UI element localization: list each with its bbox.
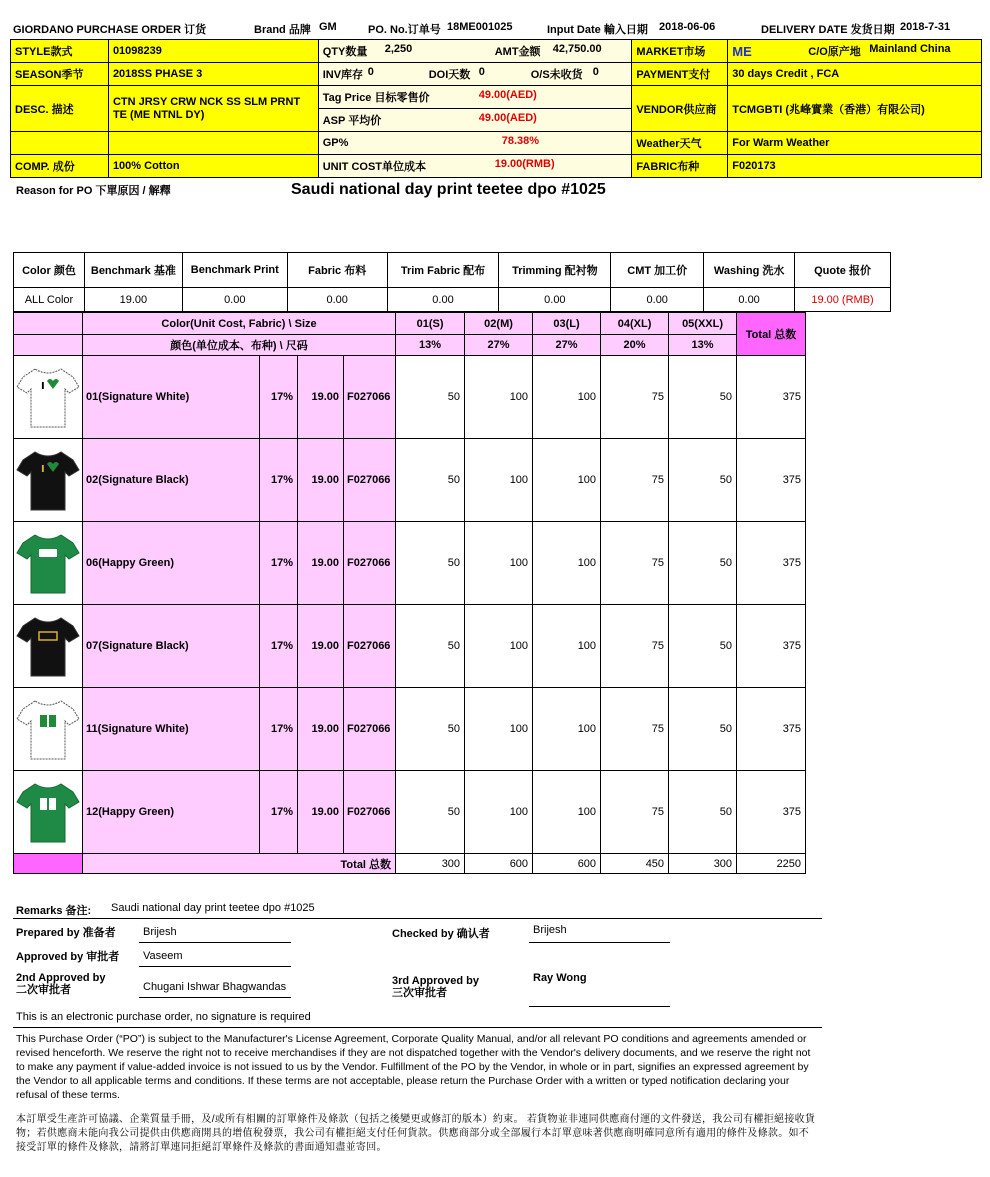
qty-cell: 100 [465, 522, 533, 605]
reason-label: Reason for PO 下單原因 / 解釋 [16, 185, 171, 197]
row-cost: 19.00 [298, 605, 344, 688]
qty-cell: 50 [396, 605, 465, 688]
size-ratio: 13% [396, 335, 465, 356]
doi-value: 0 [478, 66, 485, 78]
size-total: 600 [465, 854, 533, 874]
row-total: 375 [737, 522, 806, 605]
row-total: 375 [737, 356, 806, 439]
qty-cell [318, 40, 632, 63]
table-row [14, 688, 806, 771]
divider [13, 1027, 822, 1028]
qty-cell: 100 [533, 522, 601, 605]
inv-value: 0 [367, 66, 374, 78]
qty-cell: 75 [601, 356, 669, 439]
market-value: ME [732, 43, 752, 59]
row-pct: 17% [260, 605, 298, 688]
os-label: O/S未收货 [530, 69, 583, 81]
inv-label: INV库存 [322, 69, 364, 81]
table-row [14, 522, 806, 605]
po-number: 18ME001025 [447, 21, 513, 33]
tshirt-white-icon [15, 365, 81, 429]
asp-cell [318, 109, 632, 132]
svg-text:I: I [41, 464, 45, 475]
po-number-label: PO. No.订单号 [368, 24, 441, 36]
size-label: 05(XXL) [669, 313, 737, 335]
size-breakdown-table [13, 312, 806, 874]
prepared-label: Prepared by 准备者 [16, 927, 116, 939]
qty-cell: 75 [601, 439, 669, 522]
os-value: 0 [592, 66, 599, 78]
row-fabric: F027066 [344, 356, 396, 439]
tshirt-image [14, 605, 83, 688]
asp-label: ASP 平均价 [322, 115, 382, 127]
remarks-value: Saudi national day print teetee dpo #1025 [111, 902, 315, 914]
size-label: 02(M) [465, 313, 533, 335]
size-label: 01(S) [396, 313, 465, 335]
market-cell [728, 40, 982, 63]
tag-price-label: Tag Price 目标零售价 [322, 92, 430, 104]
checked-label: Checked by 确认者 [392, 928, 490, 940]
table-row [14, 605, 806, 688]
total-row [14, 854, 806, 874]
bench-value: 0.00 [499, 288, 611, 312]
signature-line [529, 942, 670, 943]
doi-label: DOI天数 [428, 69, 471, 81]
input-date-label: Input Date 輸入日期 [547, 24, 648, 36]
tshirt-image [14, 688, 83, 771]
row-total: 375 [737, 688, 806, 771]
market-label: MARKET市场 [632, 40, 728, 63]
qty-cell: 100 [465, 439, 533, 522]
tshirt-image [14, 439, 83, 522]
row-pct: 17% [260, 522, 298, 605]
approved-label: Approved by 审批者 [16, 951, 120, 963]
desc-label: DESC. 描述 [11, 86, 109, 132]
bench-header: Trimming 配衬物 [499, 253, 611, 288]
qty-cell: 75 [601, 771, 669, 854]
signature-line [139, 966, 291, 967]
electronic-note: This is an electronic purchase order, no signature is required [16, 1011, 311, 1023]
qty-cell: 50 [396, 439, 465, 522]
order-info-grid [10, 39, 982, 178]
second-approved-label [16, 972, 105, 996]
row-color: 07(Signature Black) [83, 605, 260, 688]
checked-value: Brijesh [533, 924, 567, 936]
bench-header: Washing 洗水 [704, 253, 795, 288]
size-total: 450 [601, 854, 669, 874]
row-fabric: F027066 [344, 439, 396, 522]
tag-price-value: 49.00(AED) [478, 89, 537, 101]
row-color: 11(Signature White) [83, 688, 260, 771]
vendor-label: VENDOR供应商 [632, 86, 728, 132]
row-pct: 17% [260, 771, 298, 854]
bench-value: 0.00 [611, 288, 704, 312]
size-label: 03(L) [533, 313, 601, 335]
corner-cell [14, 313, 83, 335]
qty-cell: 100 [465, 771, 533, 854]
benchmark-table [13, 252, 891, 312]
bench-value: 0.00 [182, 288, 287, 312]
row-fabric: F027066 [344, 688, 396, 771]
row-color: 01(Signature White) [83, 356, 260, 439]
divider [13, 918, 822, 919]
qty-cell: 100 [533, 439, 601, 522]
signature-line [529, 1006, 670, 1007]
gp-label: GP% [322, 137, 349, 149]
row-total: 375 [737, 605, 806, 688]
size-head-en: Color(Unit Cost, Fabric) \ Size [83, 313, 396, 335]
fabric-value: F020173 [728, 155, 982, 178]
tshirt-image [14, 522, 83, 605]
bench-header: Benchmark 基准 [84, 253, 182, 288]
input-date: 2018-06-06 [659, 21, 716, 33]
tshirt-green-icon [15, 531, 81, 595]
style-label: STYLE款式 [11, 40, 109, 63]
row-cost: 19.00 [298, 771, 344, 854]
prepared-value: Brijesh [143, 926, 177, 938]
fabric-label: FABRIC布种 [632, 155, 728, 178]
origin-value: Mainland China [869, 43, 951, 55]
total-header: Total 总数 [737, 313, 806, 356]
qty-label: QTY数量 [322, 46, 368, 58]
bench-header: Fabric 布料 [287, 253, 387, 288]
bench-header: Trim Fabric 配布 [387, 253, 499, 288]
qty-cell: 50 [669, 771, 737, 854]
brand-label: Brand 品牌 [254, 24, 311, 36]
qty-cell: 100 [465, 605, 533, 688]
row-total: 375 [737, 771, 806, 854]
row-pct: 17% [260, 439, 298, 522]
bench-header: CMT 加工价 [611, 253, 704, 288]
style-value: 01098239 [108, 40, 318, 63]
bench-value: ALL Color [14, 288, 85, 312]
inventory-cell [318, 63, 632, 86]
bench-value: 0.00 [387, 288, 499, 312]
legal-text-en: This Purchase Order (“PO”) is subject to the Manufacturer's License Agreement, Corporate Quality Manual, and/or all relevant PO conditions and agreements amended or revised henceforth. We reserve the right not to receive merchandises if they are not dispatched together with the Vendor's delivery documents, and we reserve the right not to make any payment if value-added invoice is not issued to us by the Vendor. Fulfillment of the PO by the Vendor, in whole or in part, signifies an expressed agreement by the Vendor to all applicable terms and conditions. If these terms are not acceptable, please return the Purchase Order with a written or typed notification declaring your refusal of these terms. [16, 1033, 811, 1101]
row-fabric: F027066 [344, 522, 396, 605]
bench-value: 19.00 [84, 288, 182, 312]
desc-value: CTN JRSY CRW NCK SS SLM PRNT TE (ME NTNL DY) [108, 86, 318, 132]
row-color: 12(Happy Green) [83, 771, 260, 854]
row-color: 06(Happy Green) [83, 522, 260, 605]
qty-cell: 100 [533, 771, 601, 854]
size-ratio: 27% [465, 335, 533, 356]
size-ratio: 27% [533, 335, 601, 356]
second-approved-value: Chugani Ishwar Bhagwandas [143, 981, 287, 993]
size-head-cn: 颜色(单位成本、布种) \ 尺码 [83, 335, 396, 356]
size-total: 600 [533, 854, 601, 874]
table-row [14, 439, 806, 522]
empty-cell [11, 132, 109, 155]
vendor-value: TCMGBTI (兆峰實業（香港）有限公司) [728, 86, 982, 132]
reason-title: Saudi national day print teetee dpo #1025 [291, 181, 606, 198]
qty-cell: 100 [533, 356, 601, 439]
gp-cell [318, 132, 632, 155]
unit-cost-value: 19.00(RMB) [494, 158, 555, 170]
total-corner [14, 854, 83, 874]
total-label: Total 总数 [83, 854, 396, 874]
qty-cell: 75 [601, 522, 669, 605]
payment-value: 30 days Credit , FCA [728, 63, 982, 86]
tshirt-image [14, 356, 83, 439]
table-row [14, 356, 806, 439]
row-cost: 19.00 [298, 522, 344, 605]
row-color: 02(Signature Black) [83, 439, 260, 522]
tshirt-green-icon [15, 780, 81, 844]
unit-cost-cell [318, 155, 632, 178]
qty-cell: 100 [533, 688, 601, 771]
size-total: 300 [396, 854, 465, 874]
row-cost: 19.00 [298, 356, 344, 439]
amt-label: AMT金额 [494, 46, 541, 58]
bench-value: 0.00 [287, 288, 387, 312]
tshirt-image [14, 771, 83, 854]
qty-value: 2,250 [384, 43, 413, 55]
qty-cell: 100 [533, 605, 601, 688]
qty-cell: 100 [465, 688, 533, 771]
gp-value: 78.38% [501, 135, 540, 147]
weather-label: Weather天气 [632, 132, 728, 155]
approved-value: Vaseem [143, 950, 183, 962]
amt-value: 42,750.00 [552, 43, 602, 55]
payment-label: PAYMENT支付 [632, 63, 728, 86]
qty-cell: 50 [669, 605, 737, 688]
qty-cell: 50 [669, 522, 737, 605]
row-total: 375 [737, 439, 806, 522]
tag-price-cell [318, 86, 632, 109]
signature-line [139, 997, 291, 998]
qty-cell: 50 [396, 356, 465, 439]
brand-value: GM [319, 21, 337, 33]
tshirt-white-icon [15, 697, 81, 761]
asp-value: 49.00(AED) [478, 112, 537, 124]
signature-line [139, 942, 291, 943]
table-row [14, 771, 806, 854]
delivery-date: 2018-7-31 [900, 21, 951, 33]
comp-value: 100% Cotton [108, 155, 318, 178]
row-fabric: F027066 [344, 771, 396, 854]
bench-quote-value: 19.00 (RMB) [795, 288, 891, 312]
remarks-label: Remarks 备注: [16, 905, 92, 917]
origin-label: C/O原产地 [808, 46, 861, 58]
qty-cell: 100 [465, 356, 533, 439]
comp-label: COMP. 成份 [11, 155, 109, 178]
delivery-date-label: DELIVERY DATE 发货日期 [761, 24, 895, 36]
third-approved-label-cn: 三次审批者 [392, 987, 447, 999]
bench-header: Color 颜色 [14, 253, 85, 288]
qty-cell: 50 [396, 522, 465, 605]
empty-cell [108, 132, 318, 155]
size-total: 300 [669, 854, 737, 874]
size-ratio: 20% [601, 335, 669, 356]
corner-cell [14, 335, 83, 356]
bench-header: Benchmark Print [182, 253, 287, 288]
second-approved-label-cn: 二次审批者 [16, 984, 71, 996]
qty-cell: 50 [396, 771, 465, 854]
bench-header: Quote 报价 [795, 253, 891, 288]
tshirt-black-icon [15, 448, 81, 512]
svg-text:I: I [41, 381, 45, 392]
grand-total: 2250 [737, 854, 806, 874]
qty-cell: 50 [396, 688, 465, 771]
row-cost: 19.00 [298, 688, 344, 771]
size-ratio: 13% [669, 335, 737, 356]
qty-cell: 75 [601, 605, 669, 688]
season-label: SEASON季节 [11, 63, 109, 86]
third-approved-label-en: 3rd Approved by [392, 975, 479, 987]
qty-cell: 50 [669, 688, 737, 771]
qty-cell: 50 [669, 439, 737, 522]
legal-text-cn: 本訂單受生產許可協議、企業質量手冊，及/或所有相關的訂單條件及條款（包括之後變更或修訂的版本）約束。 若貨物並非連同供應商付運的文件發送，我公司有權拒絕接收貨物；若供應商未能向我公司提供由供應商開具的增值稅發票，我公司有權拒絕支付任何貨款。供應商部分或全部履行本訂單意味著供應商明確同意所有適用的條件及條款。如不接受訂單的條件及條款，請將訂單連同拒絕訂單條件及條款的書面通知盡並寄回。 [16, 1114, 816, 1153]
third-approved-label [392, 975, 479, 999]
row-pct: 17% [260, 688, 298, 771]
third-approved-value: Ray Wong [533, 972, 587, 984]
weather-value: For Warm Weather [728, 132, 982, 155]
qty-cell: 75 [601, 688, 669, 771]
po-title: GIORDANO PURCHASE ORDER 订货 [13, 24, 207, 36]
row-fabric: F027066 [344, 605, 396, 688]
season-value: 2018SS PHASE 3 [108, 63, 318, 86]
second-approved-label-en: 2nd Approved by [16, 972, 106, 984]
qty-cell: 50 [669, 356, 737, 439]
row-pct: 17% [260, 356, 298, 439]
bench-value: 0.00 [704, 288, 795, 312]
unit-cost-label: UNIT COST单位成本 [322, 161, 426, 173]
size-label: 04(XL) [601, 313, 669, 335]
row-cost: 19.00 [298, 439, 344, 522]
tshirt-black-icon [15, 614, 81, 678]
